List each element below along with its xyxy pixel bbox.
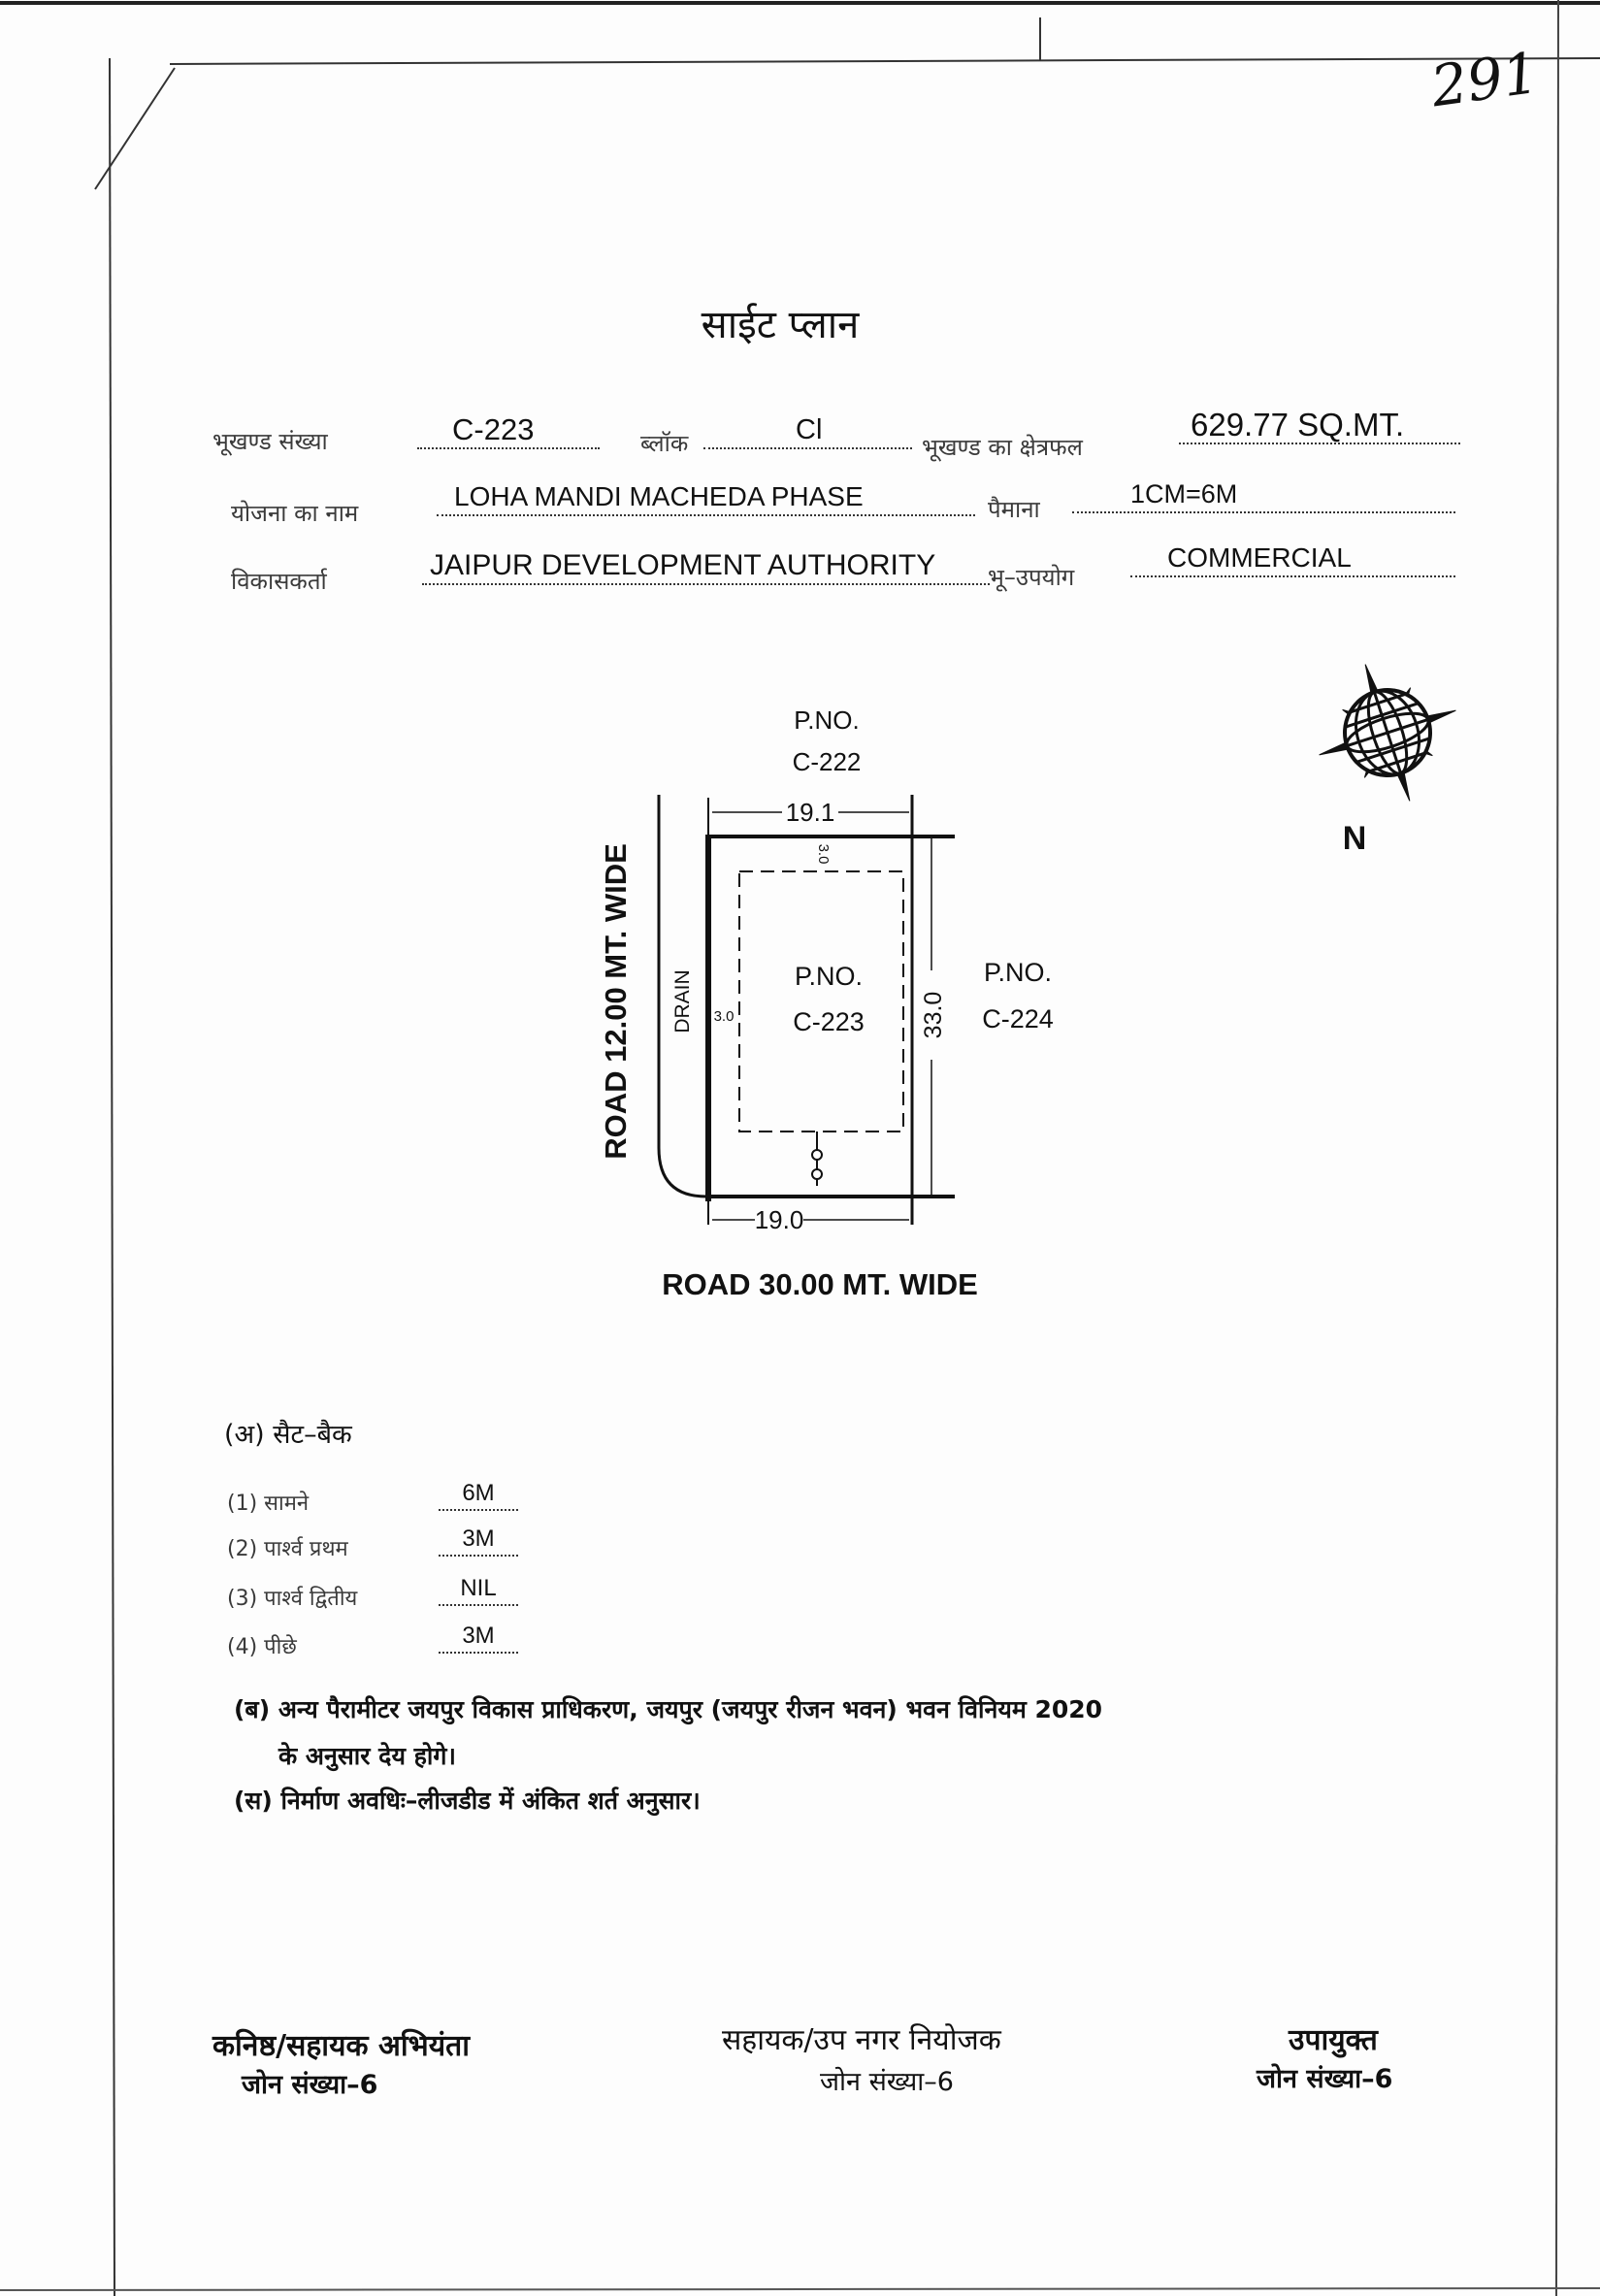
page-title: साईट प्लान xyxy=(701,303,860,347)
setback-front-label: (1) सामने xyxy=(227,1492,310,1516)
land-use-label: भू–उपयोग xyxy=(988,564,1075,591)
plot-no-label: भूखण्ड संख्या xyxy=(212,428,328,455)
setback-side2-value: NIL xyxy=(439,1573,518,1606)
plot-number: C-223 xyxy=(793,1007,865,1036)
front-road-label: ROAD 30.00 MT. WIDE xyxy=(662,1267,978,1301)
developer-label: विकासकर्ता xyxy=(231,568,327,595)
note-parameters-line2: के अनुसार देय होगे। xyxy=(278,1742,456,1770)
signatory-junior-engineer-zone: जोन संख्या–6 xyxy=(242,2070,378,2100)
setback-rear-value: 3M xyxy=(439,1621,518,1654)
handwritten-page-number: 291 xyxy=(1426,39,1543,120)
block-label: ब्लॉक xyxy=(640,430,689,457)
top-setback-mark: 3.0 xyxy=(815,843,832,865)
scale-label: पैमाना xyxy=(988,496,1040,523)
north-plot-number: C-222 xyxy=(792,747,862,776)
scale-value: 1CM=6M xyxy=(1072,475,1455,513)
signatory-junior-engineer-title: कनिष्ठ/सहायक अभियंता xyxy=(212,2029,471,2063)
signatory-deputy-commissioner-title: उपायुक्त xyxy=(1289,2023,1378,2057)
east-plot-label: P.NO. xyxy=(983,958,1053,987)
north-plot-label: P.NO. xyxy=(794,705,860,735)
scheme-name-label: योजना का नाम xyxy=(231,500,359,527)
side-road-label: ROAD 12.00 MT. WIDE xyxy=(599,843,633,1160)
land-use-value: COMMERCIAL xyxy=(1130,539,1455,577)
block-value: Cl xyxy=(703,410,912,449)
top-dimension-text: 19.1 xyxy=(785,798,835,827)
plot-area-label: भूखण्ड का क्षेत्रफल xyxy=(922,434,1083,461)
side-dimension-text: 33.0 xyxy=(920,991,947,1039)
plot-label: P.NO. xyxy=(794,962,864,991)
developer-value: JAIPUR DEVELOPMENT AUTHORITY xyxy=(422,546,990,585)
signatory-deputy-commissioner-zone: जोन संख्या–6 xyxy=(1257,2064,1393,2094)
north-label: N xyxy=(1342,820,1367,857)
signatory-town-planner-zone: जोन संख्या–6 xyxy=(820,2067,954,2097)
setback-side1-label: (2) पार्श्व प्रथम xyxy=(227,1537,348,1561)
setback-front-value: 6M xyxy=(439,1478,518,1511)
building-line-dashed xyxy=(739,871,903,1132)
note-construction-period: (स) निर्माण अवधिः–लीजडीड में अंकित शर्त अनुसार। xyxy=(234,1787,701,1815)
scheme-name-value: LOHA MANDI MACHEDA PHASE xyxy=(437,477,975,516)
plot-area-value: 629.77 SQ.MT. xyxy=(1179,406,1460,444)
setback-rear-label: (4) पीछे xyxy=(227,1635,297,1659)
note-parameters-line1: (ब) अन्य पैरामीटर जयपुर विकास प्राधिकरण, जयपुर (जयपुर रीजन भवन) भवन विनियम 2020 xyxy=(234,1695,1103,1723)
setback-side1-value: 3M xyxy=(439,1524,518,1557)
plot-no-value: C-223 xyxy=(417,410,600,449)
signatory-town-planner-title: सहायक/उप नगर नियोजक xyxy=(722,2023,1001,2057)
drain-label: DRAIN xyxy=(671,969,694,1033)
bottom-dimension-text: 19.0 xyxy=(754,1205,804,1234)
left-setback-mark: 3.0 xyxy=(713,1008,735,1025)
setback-side2-label: (3) पार्श्व द्वितीय xyxy=(227,1587,358,1611)
compass-rose-icon xyxy=(1297,642,1478,823)
east-plot-number: C-224 xyxy=(982,1004,1054,1033)
setback-heading: (अ) सैट–बैक xyxy=(224,1420,352,1450)
